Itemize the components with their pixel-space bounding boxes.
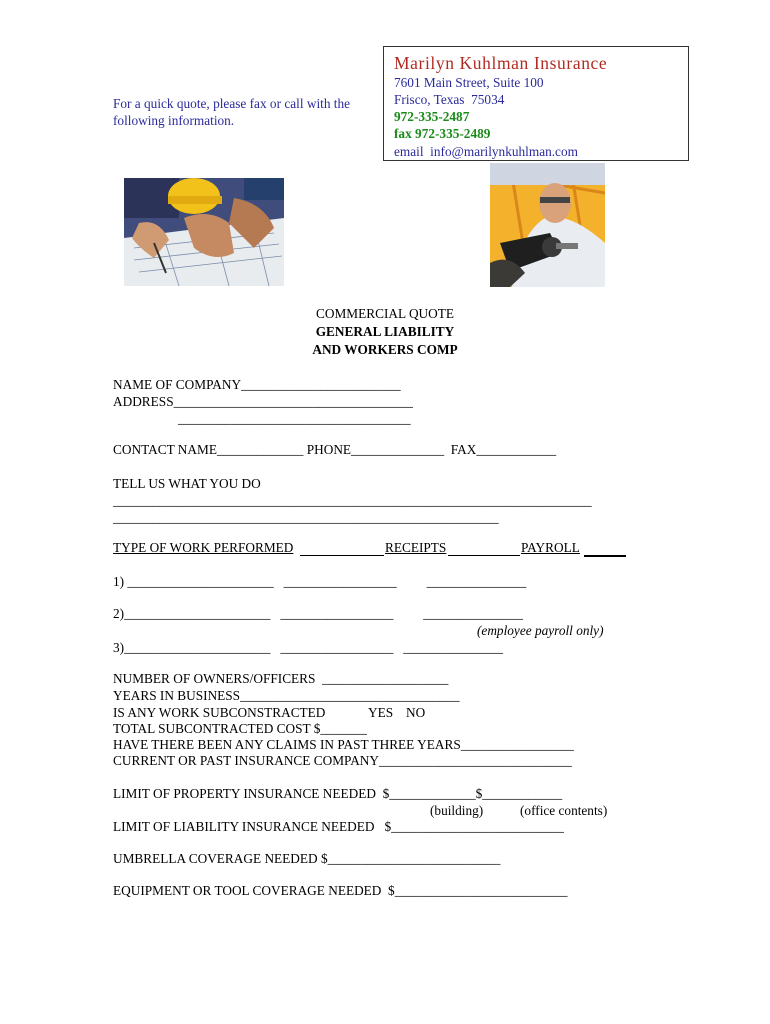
tell-us-line1[interactable]: ________________________________________________________________________	[113, 493, 592, 508]
col-payroll: PAYROLL	[521, 540, 580, 555]
property-insurance-field[interactable]: LIMIT OF PROPERTY INSURANCE NEEDED $_____________$____________	[113, 786, 563, 801]
work-row-1[interactable]: 1) ______________________ _________________ _______________	[113, 574, 527, 589]
work-row-2[interactable]: 2)______________________ _________________ _______________	[113, 606, 523, 621]
agency-fax: fax 972-335-2489	[394, 126, 491, 141]
claims-field[interactable]: HAVE THERE BEEN ANY CLAIMS IN PAST THREE YEARS_________________	[113, 737, 574, 752]
office-contents-label: (office contents)	[520, 803, 608, 818]
intro-text: For a quick quote, please fax or call with the following information.	[113, 96, 351, 128]
worker-drill-photo	[490, 163, 605, 287]
agency-email[interactable]: email info@marilynkuhlman.com	[394, 144, 578, 159]
col-type-underline	[300, 540, 384, 556]
subcontracted-cost-field[interactable]: TOTAL SUBCONTRACTED COST $_______	[113, 721, 367, 736]
agency-city: Frisco, Texas 75034	[394, 92, 505, 107]
address-field[interactable]: ADDRESS____________________________________	[113, 394, 413, 409]
title-general-liability: GENERAL LIABILITY	[315, 324, 455, 339]
years-in-business-field[interactable]: YEARS IN BUSINESS_________________________________	[113, 688, 460, 703]
agency-street: 7601 Main Street, Suite 100	[394, 75, 544, 90]
company-name-field[interactable]: NAME OF COMPANY________________________	[113, 377, 401, 392]
subcontracted-no-option[interactable]: NO	[406, 705, 426, 720]
agency-name: Marilyn Kuhlman Insurance	[394, 53, 608, 73]
agency-header-box	[383, 46, 689, 161]
owners-officers-field[interactable]: NUMBER OF OWNERS/OFFICERS ___________________	[113, 671, 449, 686]
blueprint-photo	[124, 178, 284, 286]
subcontracted-yes-option[interactable]: YES	[368, 705, 394, 720]
title-commercial-quote: COMMERCIAL QUOTE	[315, 306, 454, 321]
address-line2-field[interactable]: ___________________________________	[178, 411, 411, 426]
insurance-company-field[interactable]: CURRENT OR PAST INSURANCE COMPANY_____________________________	[113, 753, 572, 768]
umbrella-coverage-field[interactable]: UMBRELLA COVERAGE NEEDED $__________________________	[113, 851, 501, 866]
tell-us-line2[interactable]: __________________________________________________________	[113, 510, 499, 525]
agency-phone: 972-335-2487	[394, 109, 470, 124]
col-payroll-underline	[584, 540, 626, 557]
title-workers-comp: AND WORKERS COMP	[312, 342, 458, 357]
liability-insurance-field[interactable]: LIMIT OF LIABILITY INSURANCE NEEDED $__________________________	[113, 819, 564, 834]
col-receipts: RECEIPTS	[385, 540, 447, 555]
work-row-3[interactable]: 3)______________________ _________________ _______________	[113, 640, 504, 655]
building-label: (building)	[430, 803, 484, 818]
col-type-of-work: TYPE OF WORK PERFORMED	[113, 540, 294, 555]
col-receipts-underline	[448, 540, 520, 556]
employee-payroll-note: (employee payroll only)	[477, 623, 604, 638]
tell-us-label: TELL US WHAT YOU DO	[113, 476, 261, 491]
subcontracted-question: IS ANY WORK SUBCONSTRACTED	[113, 705, 326, 720]
equipment-coverage-field[interactable]: EQUIPMENT OR TOOL COVERAGE NEEDED $__________________________	[113, 883, 568, 898]
contact-phone-fax-field[interactable]: CONTACT NAME_____________ PHONE______________ FAX____________	[113, 442, 557, 457]
